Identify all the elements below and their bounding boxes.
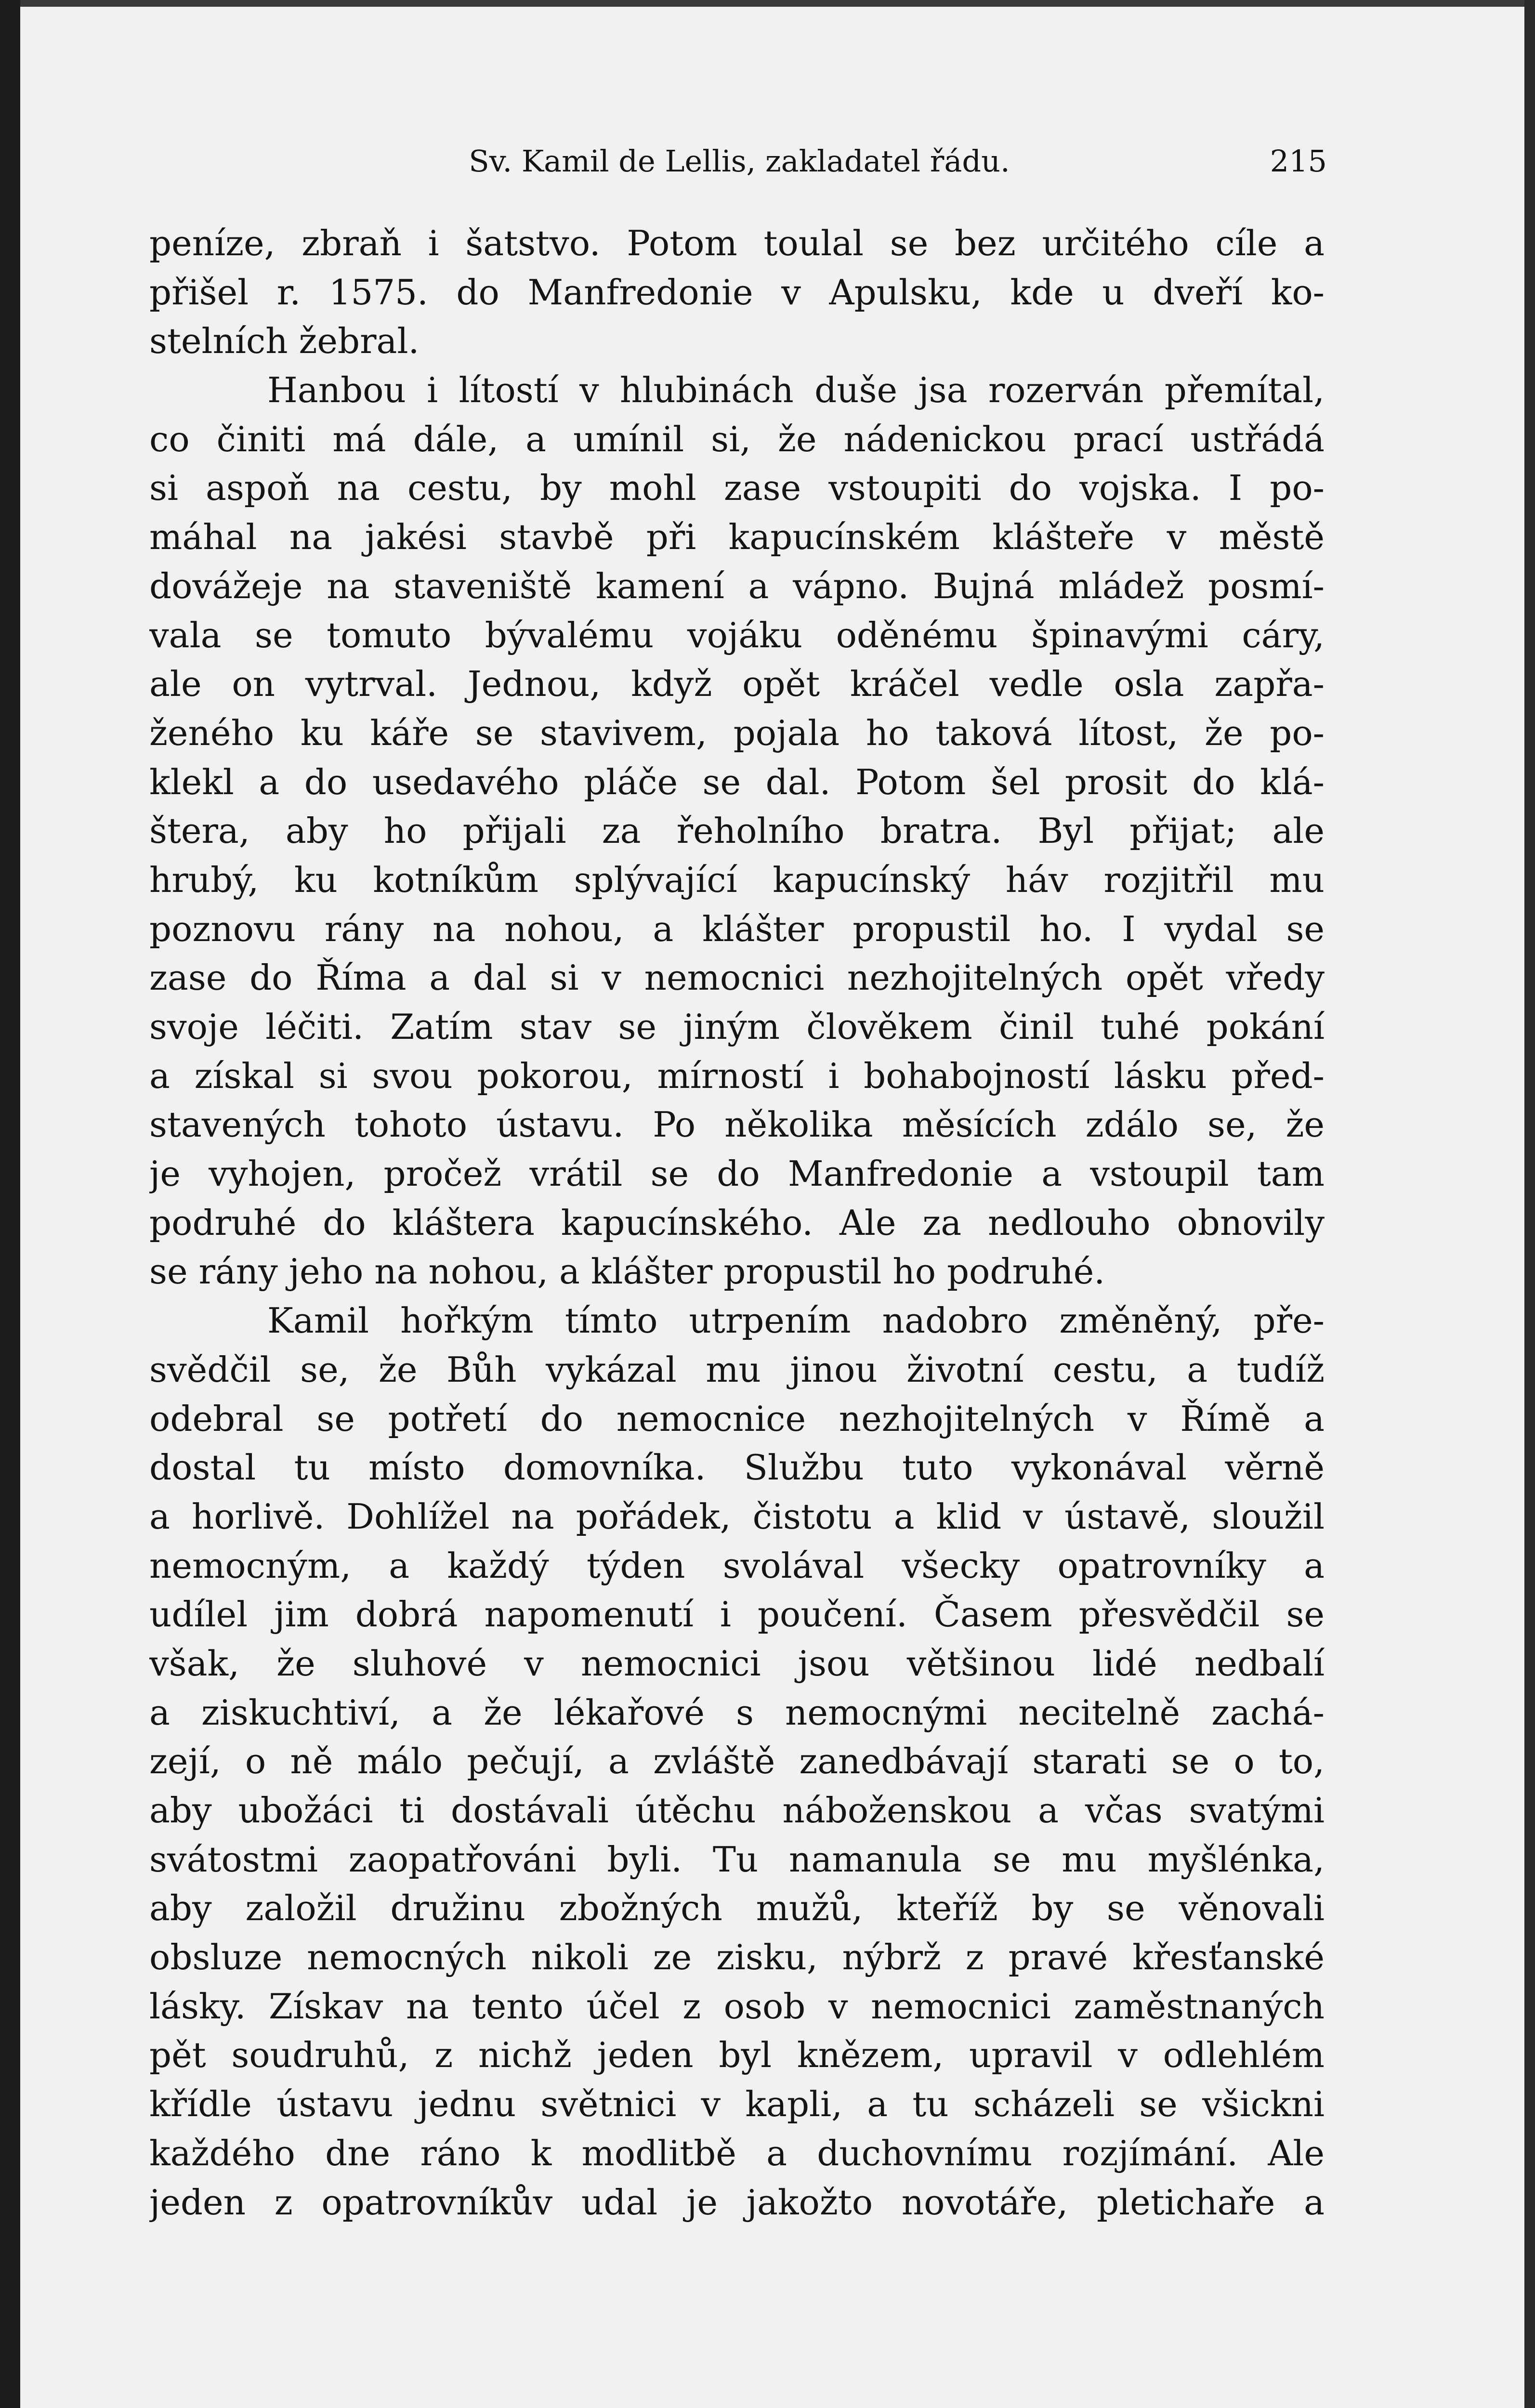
text-line: hrubý, ku kotníkům splývající kapucínský háv rozjitřil mu: [149, 859, 1325, 900]
text-line: podruhé do kláštera kapucínského. Ale za nedlouho obnovily: [149, 1202, 1325, 1243]
text-line: však, že sluhové v nemocnici jsou většinou lidé nedbalí: [149, 1643, 1325, 1684]
text-line: zase do Říma a dal si v nemocnici nezhojitelných opět vředy: [149, 957, 1325, 998]
text-line: vala se tomuto bývalému vojáku oděnému špinavými cáry,: [149, 615, 1325, 655]
running-head: [152, 135, 1327, 188]
text-line: svědčil se, že Bůh vykázal mu jinou životní cestu, a tudíž: [149, 1349, 1325, 1390]
text-line: a ziskuchtiví, a že lékařové s nemocnými necitelně zachá-: [149, 1692, 1325, 1733]
text-line: stavených tohoto ústavu. Po několika měsících zdálo se, že: [149, 1104, 1325, 1145]
text-line: stelních žebral.: [149, 321, 420, 362]
text-line: peníze, zbraň i šatstvo. Potom toulal se bez určitého cíle a: [149, 223, 1325, 263]
text-line: křídle ústavu jednu světnici v kapli, a tu scházeli se všickni: [149, 2084, 1325, 2125]
text-line: zejí, o ně málo pečují, a zvláště zanedbávají starati se o to,: [149, 1741, 1325, 1782]
text-line: je vyhojen, pročež vrátil se do Manfredonie a vstoupil tam: [149, 1153, 1325, 1194]
text-line: svoje léčiti. Zatím stav se jiným člověkem činil tuhé pokání: [149, 1007, 1325, 1047]
text-line: dovážeje na staveniště kamení a vápno. Bujná mládež posmí-: [149, 565, 1325, 606]
text-line: obsluze nemocných nikoli ze zisku, nýbrž z pravé křesťanské: [149, 1937, 1325, 1978]
text-line: každého dne ráno k modlitbě a duchovnímu rozjímání. Ale: [149, 2133, 1325, 2173]
text-line: aby založil družinu zbožných mužů, kteříž by se věnovali: [149, 1888, 1325, 1929]
scan-edge-top: [0, 0, 1535, 7]
text-line: ale on vytrval. Jednou, když opět kráčel vedle osla zapřa-: [149, 664, 1325, 705]
text-line: dostal tu místo domovníka. Službu tuto vykonával věrně: [149, 1447, 1325, 1488]
text-line: přišel r. 1575. do Manfredonie v Apulsku, kde u dveří ko-: [149, 272, 1325, 313]
text-line: a horlivě. Dohlížel na pořádek, čistotu a klid v ústavě, sloužil: [149, 1496, 1325, 1537]
text-line: ženého ku káře se stavivem, pojala ho taková lítost, že po-: [149, 712, 1325, 753]
text-line: máhal na jakési stavbě při kapucínském klášteře v městě: [149, 517, 1325, 558]
text-line: udílel jim dobrá napomenutí i poučení. Časem přesvědčil se: [149, 1594, 1325, 1635]
text-line: si aspoň na cestu, by mohl zase vstoupiti do vojska. I po-: [149, 468, 1325, 509]
scan-edge-left: [0, 0, 20, 2408]
text-line: a získal si svou pokorou, mírností i bohabojností lásku před-: [149, 1055, 1325, 1096]
text-line: svátostmi zaopatřováni byli. Tu namanula se mu myšlénka,: [149, 1839, 1325, 1880]
body-text: [149, 219, 1325, 2227]
text-line: jeden z opatrovníkův udal je jakožto novotáře, pletichaře a: [149, 2182, 1325, 2223]
text-line: štera, aby ho přijali za řeholního bratra. Byl přijat; ale: [149, 811, 1325, 851]
page-number: 215: [1270, 144, 1327, 179]
text-line: odebral se potřetí do nemocnice nezhojitelných v Římě a: [149, 1398, 1325, 1439]
text-line: co činiti má dále, a umínil si, že nádenickou prací ustřádá: [149, 419, 1325, 459]
text-line: nemocným, a každý týden svolával všecky opatrovníky a: [149, 1545, 1325, 1586]
text-line: lásky. Získav na tento účel z osob v nemocnici zaměstnaných: [149, 1986, 1325, 2027]
text-line: poznovu rány na nohou, a klášter propustil ho. I vydal se: [149, 908, 1325, 949]
text-line: aby ubožáci ti dostávali útěchu náboženskou a včas svatými: [149, 1790, 1325, 1831]
scan-edge-right: [1524, 0, 1535, 2408]
text-line: Kamil hořkým tímto utrpením nadobro změněný, pře-: [267, 1300, 1325, 1341]
running-head-title: Sv. Kamil de Lellis, zakladatel řádu.: [469, 144, 1010, 179]
text-line: pět soudruhů, z nichž jeden byl knězem, upravil v odlehlém: [149, 2035, 1325, 2076]
text-line: se rány jeho na nohou, a klášter propustil ho podruhé.: [149, 1251, 1105, 1292]
text-line: klekl a do usedavého pláče se dal. Potom šel prosit do klá-: [149, 761, 1325, 802]
text-line: Hanbou i lítostí v hlubinách duše jsa rozerván přemítal,: [267, 370, 1325, 411]
